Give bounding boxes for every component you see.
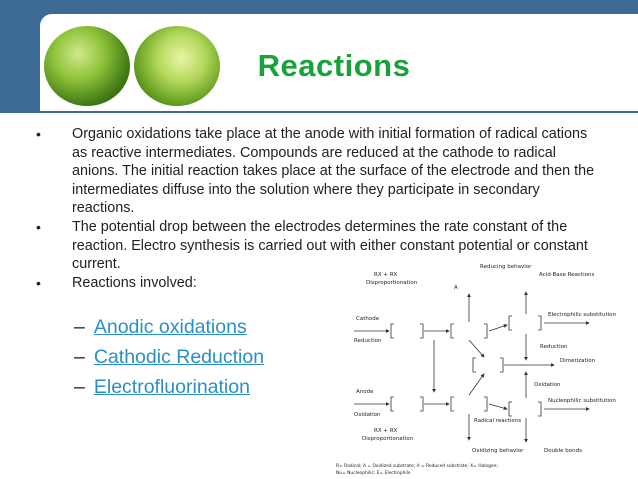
diagram-oxidation-right: Oxidation	[534, 382, 561, 388]
reaction-diagram	[334, 262, 634, 477]
bullet-text: Reactions involved:	[72, 274, 197, 291]
diagram-nucleophilic: Nucleophilic substitution	[548, 398, 616, 404]
slide-title: Reactions	[257, 48, 411, 83]
diagram-reducing-behavior: Reducing behavior	[480, 264, 532, 270]
diagram-dimerization: Dimerization	[560, 358, 596, 364]
diagram-electrophilic: Electrophilic substitution	[548, 312, 616, 318]
diagram-bottom-left: RX + RX	[374, 428, 398, 434]
diagram-top-center: RX + RX	[374, 272, 398, 278]
diagram-top-products: A	[454, 285, 458, 291]
diagram-acid-base: Acid-Base Reactions	[539, 272, 595, 278]
dash-marker: –	[74, 316, 85, 338]
sub-item-electrofluorination	[74, 372, 264, 402]
diagram-radical-reactions: Radical reactions	[474, 418, 522, 424]
link-anodic-oxidations[interactable]: Anodic oxidations	[93, 316, 247, 338]
bullet-marker: •	[36, 126, 41, 142]
diagram-reduction-right: Reduction	[540, 344, 568, 350]
diagram-legend-line1: R= Radical; A = Oxidized substrate; A = Reduced substrate; X= Halogen;	[336, 464, 498, 469]
diagram-double-bonds: Double bonds	[544, 448, 582, 454]
diagram-cathode: Cathode	[356, 316, 380, 322]
diagram-anode: Anode	[356, 389, 374, 395]
diagram-top-center-sub: Disproportionation	[366, 280, 418, 286]
bullet-item	[36, 125, 606, 218]
bullet-marker: •	[36, 274, 41, 291]
dash-marker: –	[74, 376, 85, 398]
link-cathodic-reduction[interactable]: Cathodic Reduction	[93, 346, 265, 368]
diagram-reduction-left: Reduction	[354, 338, 382, 344]
diagram-legend-line2: Nu= Nucleophilic; E= Electrophile	[336, 471, 411, 476]
dash-marker: –	[74, 346, 85, 368]
leaf-photo-1	[44, 26, 130, 106]
sub-item-anodic	[74, 312, 264, 342]
reaction-sublist	[74, 312, 264, 402]
bullet-text: Organic oxidations take place at the anode with initial formation of radical cations as reactive intermediates. Compounds are reduced at the cathode to radical anions. The initial reaction takes place at the surface of the electrode and then the intermediates diffuse into the solution where they participate in secondary reactions.	[72, 126, 595, 217]
diagram-oxidizing: Oxidizing behavior	[472, 448, 524, 454]
diagram-oxidation-left: Oxidation	[354, 412, 381, 418]
bullet-marker: •	[36, 218, 41, 235]
sub-item-cathodic	[74, 342, 264, 372]
bullet-text: The potential drop between the electrodes determines the rate constant of the reaction. Electro synthesis is carried out with either constant potential or constant current.	[72, 218, 588, 273]
diagram-bottom-left-sub: Disproportionation	[362, 436, 414, 442]
link-electrofluorination[interactable]: Electrofluorination	[93, 376, 250, 398]
